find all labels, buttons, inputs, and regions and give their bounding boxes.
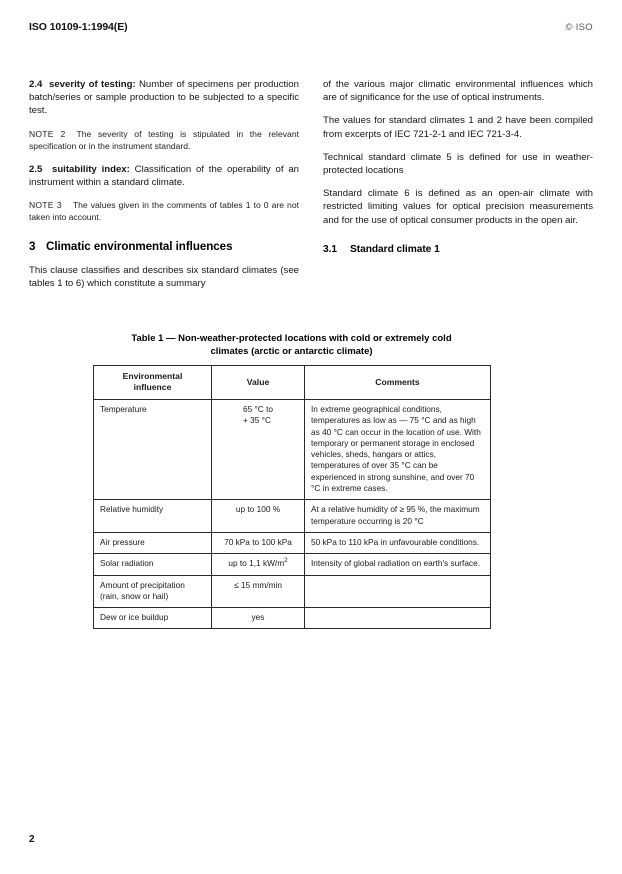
cell-value-line-1: yes — [251, 612, 265, 623]
table-1-caption-line-1: Table 1 — Non-weather-protected locations with cold or extremely cold — [131, 333, 452, 344]
cell-comments: 50 kPa to 110 kPa in unfavourable conditions. — [305, 532, 491, 553]
clause-2-5-text: Classification of the operability of an instrument within a standard climate. — [29, 163, 299, 188]
note-3-label: NOTE 3 — [29, 200, 62, 211]
cell-influence — [94, 575, 212, 608]
cell-value — [212, 500, 305, 533]
clause-2-5-term: suitability index: — [51, 163, 130, 175]
cell-influence — [94, 608, 212, 629]
cell-value-line-1: 70 kPa to 100 kPa — [224, 536, 292, 547]
cell-value-line-1: up to 100 % — [235, 504, 281, 515]
clause-3-1-number: 3.1 — [323, 243, 338, 255]
cell-value-line-2: + 35 °C — [242, 415, 271, 426]
clause-2-4 — [29, 78, 299, 118]
copyright-notice: © ISO — [565, 22, 593, 33]
cell-value — [212, 575, 305, 608]
note-2-text: The severity of testing is stipulated in the relevant specification or in the instrument standard. — [29, 128, 299, 151]
cell-influence — [94, 532, 212, 553]
clause-3-intro: This clause classifies and describes six standard climates (see tables 1 to 6) which constitute a summary — [29, 265, 299, 290]
clause-3-heading — [29, 240, 299, 253]
table-1-caption — [93, 333, 490, 358]
table-header-row — [94, 366, 491, 400]
right-paragraph-3: Technical standard climate 5 is defined for use in weather-protected locations — [323, 151, 593, 177]
cell-comments: In extreme geographical conditions, temperatures as low as — 75 °C and as high as 40 °C can occur in the location of use. With temporary or permanent storage in enclosed vehicles, sheds, hangars or attics, temperatures of over 35 °C can be experienced in strong sunshine, and over 70 °C in extreme cases. — [305, 400, 491, 500]
cell-value — [212, 532, 305, 553]
column-header-influence — [94, 366, 212, 400]
clause-2-4-term: severity of testing: — [49, 79, 136, 90]
table-row — [94, 608, 491, 629]
column-header-value: Value — [212, 366, 305, 400]
cell-influence-line-1: Dew or ice buildup — [100, 612, 169, 623]
cell-value — [212, 400, 305, 500]
clause-3-number: 3 — [29, 240, 36, 254]
clause-3-title: Climatic environmental influences — [46, 240, 233, 254]
body-columns — [29, 78, 593, 300]
note-3 — [29, 199, 299, 223]
column-header-influence-line-2: influence — [133, 382, 172, 392]
cell-influence-line-1: Amount of precipitation — [100, 579, 185, 590]
clause-3-1-heading — [323, 244, 593, 255]
table-row — [94, 575, 491, 608]
cell-influence-line-1: Relative humidity — [100, 504, 164, 515]
right-paragraph-4: Standard climate 6 is defined as an open-air climate with restricted limiting values for optical precision measurements and for the use of optical consumer products in the open air. — [323, 188, 593, 226]
column-header-comments: Comments — [305, 366, 491, 400]
cell-value-line-1: 65 °C to — [242, 404, 274, 414]
note-3-text: The values given in the comments of tables 1 to 0 are not taken into account. — [29, 200, 299, 223]
table-row — [94, 500, 491, 533]
cell-comments — [305, 608, 491, 629]
column-header-influence-line-1: Environmental — [122, 371, 183, 381]
table-1-block — [93, 333, 490, 629]
right-paragraph-2: The values for standard climates 1 and 2 have been compiled from excerpts of IEC 721-2-1 and IEC 721-3-4. — [323, 115, 593, 140]
cell-influence — [94, 500, 212, 533]
cell-value — [212, 554, 305, 575]
clause-3-1-title: Standard climate 1 — [350, 243, 440, 255]
table-1-body — [94, 400, 491, 629]
clause-2-5-number: 2.5 — [29, 163, 43, 175]
table-1-caption-line-2: climates (arctic or antarctic climate) — [210, 345, 373, 357]
clause-2-4-number: 2.4 — [29, 79, 43, 90]
page-number: 2 — [29, 834, 35, 845]
cell-value-line-1: ≤ 15 mm/min — [234, 579, 282, 590]
table-1-head — [94, 366, 491, 400]
standard-reference: ISO 10109-1:1994(E) — [29, 21, 128, 33]
cell-influence — [94, 400, 212, 500]
cell-comments — [305, 575, 491, 608]
cell-influence-line-1: Air pressure — [100, 536, 145, 547]
note-2-label: NOTE 2 — [29, 128, 66, 139]
left-column — [29, 78, 299, 300]
table-1 — [93, 365, 491, 629]
cell-value — [212, 608, 305, 629]
table-row — [94, 532, 491, 553]
cell-value-superscript: 2 — [284, 557, 288, 565]
clause-2-5 — [29, 163, 299, 189]
table-row — [94, 554, 491, 575]
cell-influence-line-1: Solar radiation — [100, 558, 154, 569]
cell-influence — [94, 554, 212, 575]
page-header — [29, 21, 593, 37]
cell-comments: Intensity of global radiation on earth's surface. — [305, 554, 491, 575]
cell-comments: At a relative humidity of ≥ 95 %, the maximum temperature occurring is 20 °C — [305, 500, 491, 533]
cell-influence-line-2: (rain, snow or hail) — [100, 590, 169, 601]
right-column — [323, 78, 593, 300]
cell-influence-line-1: Temperature — [100, 404, 147, 414]
clause-2-4-text: Number of specimens per production batch/series or sample production to be subjected to a specific test. — [29, 79, 299, 117]
table-row — [94, 400, 491, 500]
note-2 — [29, 128, 299, 152]
right-paragraph-1: of the various major climatic environmental influences which are of significance for the use of optical instruments. — [323, 79, 593, 104]
cell-value-line-1: up to 1,1 kW/m — [228, 558, 285, 569]
